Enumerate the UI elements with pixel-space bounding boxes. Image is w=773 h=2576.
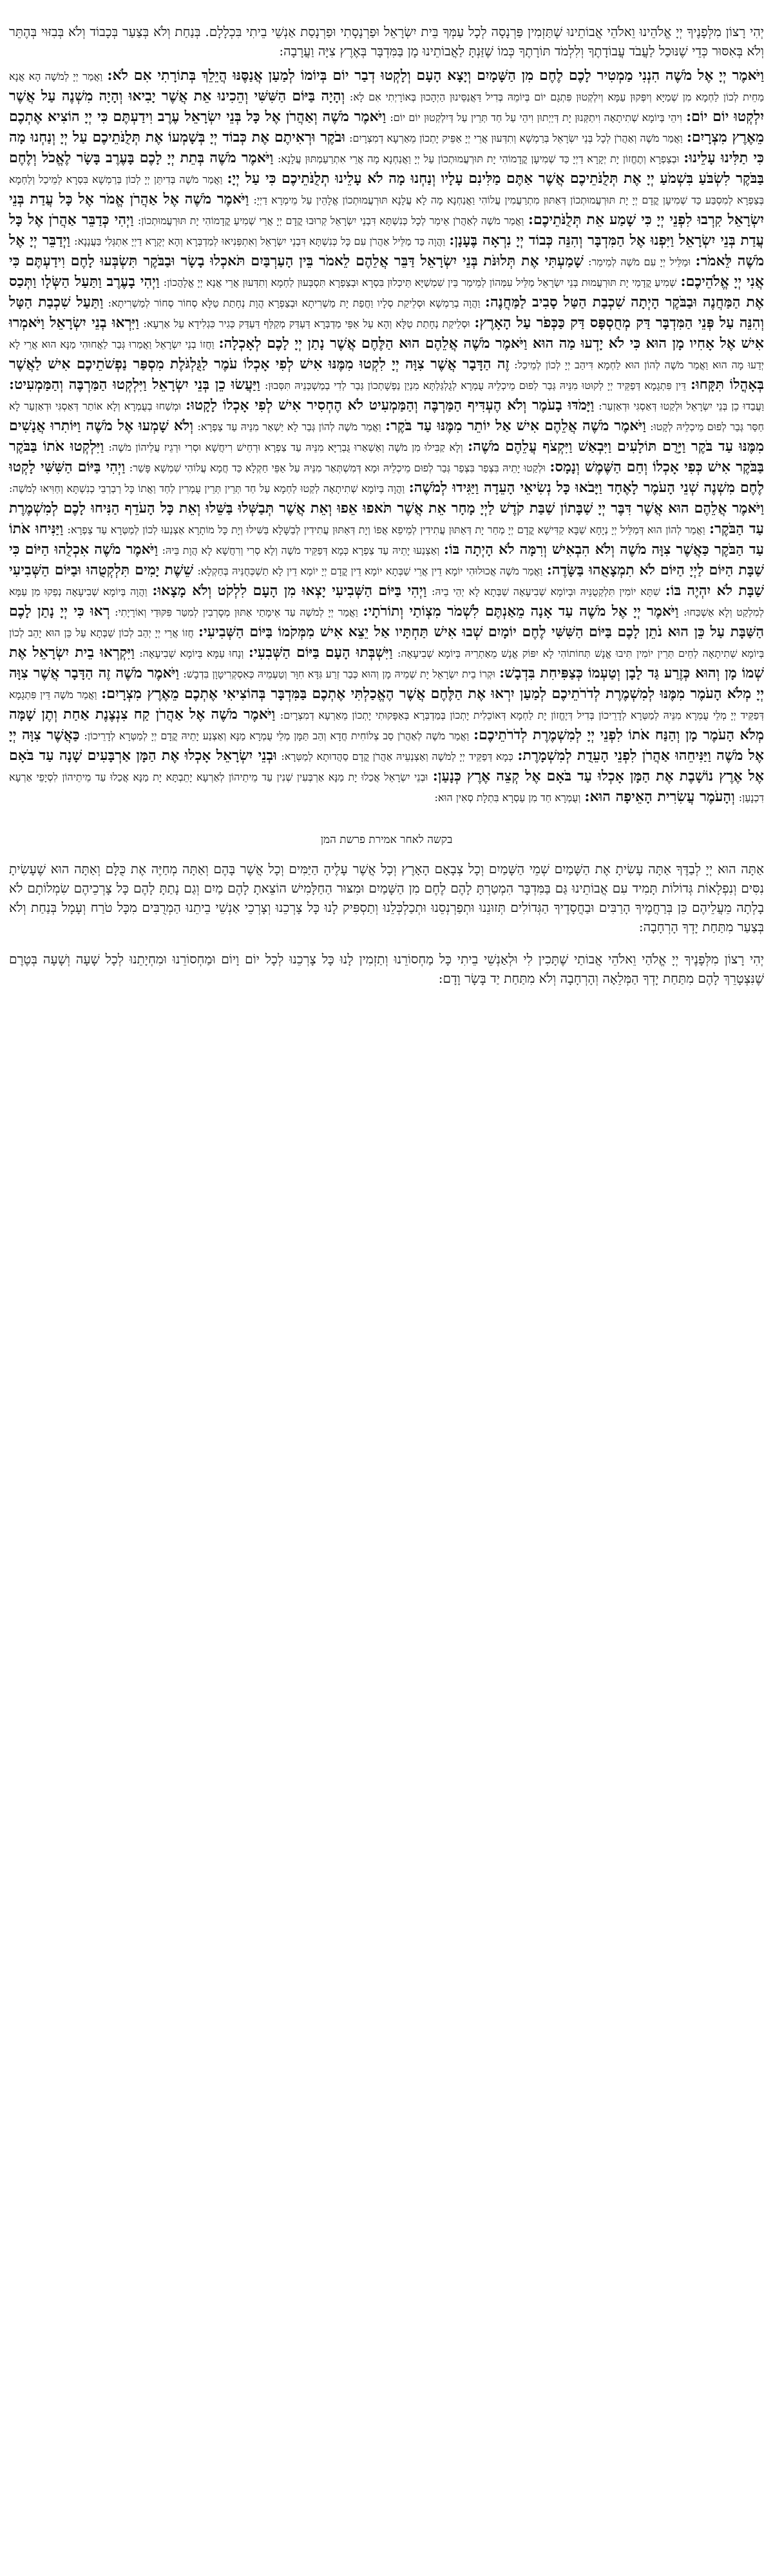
torah-verse: זֶה הַדָּבָר אֲשֶׁר צִוָּה יְיָ לִקְטוּ מִמֶּנּוּ אִישׁ לְפִי אָכְלוֹ עֹמֶר לַגֻּלְגֹּלֶת מִסְפַּר נַפְשֹׁתֵיכֶם אִישׁ לַאֲשֶׁר בְּאָהֳלוֹ תִּקָּחוּ: xyxy=(9,355,765,393)
targum-verse: חֲזוֹ אֲרֵי יְיָ יְהַב לְכוֹן שַׁבְּתָא עַל כֵּן הוּא יָהֵב לְכוֹן בְּיוֹמָא שְׁתִיתָאָה לְחֵים תְּרֵין יוֹמִין תִּיבוּ אֱנָשׁ תְּחוֹתוֹהִי לָא יִפּוֹק אֱנָשׁ מֵאַתְרֵיהּ בְּיוֹמָא שְׁבִיעָאָה: xyxy=(9,627,765,659)
torah-verse: כַּאֲשֶׁר צִוָּה יְיָ אֶל מֹשֶׁה וַיַּנִּיחֵהוּ אַהֲרֹן לִפְנֵי הָעֵדֻת לְמִשְׁמָרֶת: xyxy=(9,726,765,764)
torah-verse: וּבְנֵי יִשְׂרָאֵל אָכְלוּ אֶת הַמָּן אַרְבָּעִים שָׁנָה עַד בֹּאָם אֶל אֶרֶץ נוֹשָׁבֶת אֶת הַמָּן אָכְלוּ עַד בֹּאָם אֶל קְצֵה אֶרֶץ כְּנָעַן: xyxy=(9,747,764,784)
torah-verse: וְלֹא שָׁמְעוּ אֶל מֹשֶׁה וַיּוֹתִרוּ אֲנָשִׁים מִמֶּנּוּ עַד בֹּקֶר וַיָּרֻם תּוֹלָעִים וַיִּבְאַשׁ וַיִּקְצֹף עֲלֵהֶם מֹשֶׁה: xyxy=(9,417,764,455)
torah-verse: וַיְהִי בַּיּוֹם הַשְּׁבִיעִי יָצְאוּ מִן הָעָם לִלְקֹט וְלֹא מָצָאוּ: xyxy=(152,582,427,599)
targum-verse: וְאַצְנַעוּ יָתֵיהּ עַד צַפְרָא כְּמָא דְּפַקֵּיד מֹשֶׁה וְלָא סְרִי וְרִחֲשָׁא לָא הֲוָת בֵּיהּ: xyxy=(162,544,440,556)
torah-verse: וַיִּלְקְטוּ אֹתוֹ בַּבֹּקֶר בַּבֹּקֶר אִישׁ כְּפִי אָכְלוֹ וְחַם הַשֶּׁמֶשׁ וְנָמָס: xyxy=(9,438,764,475)
targum-verse: וַאֲמַר מֹשֶׁה וְאַהֲרֹן לְכָל בְּנֵי יִשְׂרָאֵל בְּרַמְשָׁא וְתִדְּעוּן אֲרֵי יְיָ אַפֵּיק יָתְכוֹן מֵאַרְעָא דְמִצְרָיִם: xyxy=(349,132,683,144)
targum-verse: וַהֲוָה בְרַמְשָׁא וּסְלֵיקַת סְלָיו וַחֲפַת יָת מַשְׁרִיתָא וּבְצַפְרָא הֲוָת נְחָתַת טַלָּא סְחוֹר סְחוֹר לְמַשְׁרִיתָא: xyxy=(108,297,481,309)
targum-verse: וַאֲמַר יְיָ לְמֹשֶׁה עַד אֵימָתַי אַתּוּן מְסָרְבִין לְמִטַּר פִּקּוּדַי וְאוֹרָיָתִי: xyxy=(115,606,358,618)
torah-verse: וְהָעֹמֶר עֲשִׂרִית הָאֵיפָה הוּא: xyxy=(584,788,735,805)
targum-verse: וְלָא קַבִּילוּ מִן מֹשֶׁה וְאַשְׁאַרוּ גֻּבְרַיָּא מִנֵּיהּ עַד צַפְרָא וּרְחֵישׁ רִיחֲשָׁא וּסְרִי וּרְגֵיז עֲלֵיהוֹן מֹשֶׁה: xyxy=(108,441,463,453)
targum-verse: וַאֲמַר מֹשֶׁה לְאַהֲרֹן אֵימַר לְכָל כְּנִשְׁתָּא דִּבְנֵי יִשְׂרָאֵל קְרוּבוּ קֳדָם יְיָ אֲרֵי שְׁמִיעַ קֳדָמוֹהִי יָת תּוּרְעֲמוּתְכוֹן: xyxy=(137,214,524,227)
opening-prayer: יְהִי רָצוֹן מִלְּפָנֶיךָ יְיָ אֱלֹהֵינוּ וֵאלֹהֵי אֲבוֹתֵינוּ שֶׁתַּזְמִין פַּרְנָסָה לְכָל עַמְּךָ בֵּית יִשְׂרָאֵל וּפַרְנָסָתִי וּפַרְנָסַת אַנְשֵׁי בֵיתִי בִּכְלָלָם. בְּנַחַת וְלֹא בְּצַעַר בְּכָבוֹד וְלֹא בְּבִזּוּי בְּהֶתֵּר וְלֹא בְּאִסּוּר כְּדֵי שֶׁנּוּכַל לַעֲבֹד עֲבוֹדָתֶךָ וְלִלְמֹד תּוֹרָתֶךָ כְּמוֹ שֶׁזַּנְתָּ לַאֲבוֹתֵינוּ מָן בַּמִּדְבָּר בְּאֶרֶץ צִיָּה וַעֲרָבָה: xyxy=(9,24,764,59)
targum-verse: וּסְלֵיקַת נְחָתַת טַלָּא וְהָא עַל אַפֵּי מַדְבְּרָא דַּעְדַּק מְקַלַּף דַּעְדַּק כְּגִיר כִּגְלִידָא עַל אַרְעָא: xyxy=(143,317,470,330)
targum-verse: וּמְשַׁחוּ בְעֻמְרָא וְלָא אוֹתַר דְּאַסְגִּי וּדְאַזְעַר לָא חַסַּר גְּבַר לְפוּם מֵיכְלֵיהּ לְקָטוּ: xyxy=(9,400,764,433)
targum-verse: שִׁתָּא יוֹמִין תִּלְקְטֻנֵּיהּ וּבְיוֹמָא שְׁבִיעָאָה שַׁבְּתָא לָא יְהֵי בֵיהּ: xyxy=(432,585,660,598)
torah-verse: וַיֹּאמֶר מֹשֶׁה וְאַהֲרֹן אֶל כָּל בְּנֵי יִשְׂרָאֵל עֶרֶב וִידַעְתֶּם כִּי יְיָ הוֹצִיא אֶתְכֶם מֵאֶרֶץ מִצְרָיִם: xyxy=(9,108,764,146)
targum-verse: וַאֲמַר מֹשֶׁה לְאַהֲרֹן סַב צְלוֹחִית חֲדָא וְהַב תַּמָּן מְלֵי עֻמְרָא מַנָּא וְאַצְנַע יָתֵיהּ קֳדָם יְיָ לְמַטְּרָא לְדָרֵיכוֹן: xyxy=(84,730,470,742)
torah-verse: וַיֹּאמֶר יְיָ אֶל מֹשֶׁה עַד אָנָה מֵאַנְתֶּם לִשְׁמֹר מִצְוֹתַי וְתוֹרֹתָי: xyxy=(363,603,679,620)
torah-verse: וַיֹּאמֶר מֹשֶׁה זֶה הַדָּבָר אֲשֶׁר צִוָּה יְיָ מְלֹא הָעֹמֶר מִמֶּנּוּ לְמִשְׁמֶרֶת לְדֹרֹתֵיכֶם לְמַעַן יִרְאוּ אֶת הַלֶּחֶם אֲשֶׁר הֶאֱכַלְתִּי אֶתְכֶם בַּמִּדְבָּר בְּהוֹצִיאִי אֶתְכֶם מֵאֶרֶץ מִצְרָיִם: xyxy=(9,665,764,702)
torah-verse: שֵׁשֶׁת יָמִים תִּלְקְטֻהוּ וּבַיּוֹם הַשְּׁבִיעִי שַׁבָּת לֹא יִהְיֶה בּוֹ: xyxy=(9,562,765,599)
targum-verse: כְּמָא דְּפַקֵּיד יְיָ לְמֹשֶׁה וְאַצְנְעֵיהּ אַהֲרֹן קֳדָם סַהֲדוּתָא לְמַטְּרָא: xyxy=(281,750,513,762)
targum-verse: וַאֲמַר לְהוֹן הוּא דְּמַלֵּיל יְיָ נְיָחָא שַׁבָּא קַדִּישָׁא קֳדָם יְיָ מְחַר יָת דְּאַתּוּן עֲתִידִין לְמֵיפֵא אֲפוֹ וְיָת דְּאַתּוּן עֲתִידִין לְבַשָּׁלָא בַּשִּׁילוּ וְיָת כָּל מוֹתָרָא אַצְנַעוּ לְכוֹן לְמַטְּרָא עַד צַפְרָא: xyxy=(67,524,705,536)
parashat-haman-text xyxy=(9,66,764,808)
targum-verse: וִיהֵי בְּיוֹמָא שְׁתִיתָאָה וִיתַקְּנוּן יָת דְּיַיְתוּן וִיהֵי עַל חַד תְּרֵין עַל דְּיִלְקְטוּן יוֹם יוֹם: xyxy=(390,111,682,124)
targum-verse: וַחֲזוֹ בְנֵי יִשְׂרָאֵל וַאֲמַרוּ גְּבַר לַאֲחוּהִי מַנָּא הוּא אֲרֵי לָא יְדַעוּ מָה הוּא וַאֲמַר מֹשֶׁה לְהוֹן הוּא לַחְמָא דִּיהַב יְיָ לְכוֹן לְמֵיכַל: xyxy=(9,338,764,371)
targum-verse: וַהֲוָה כַּד מַלֵּיל אַהֲרֹן עִם כָּל כְּנִשְׁתָּא דִּבְנֵי יִשְׂרָאֵל וְאִתְפְּנִיאוּ לְמַדְבְּרָא וְהָא יְקָרָא דַיְיָ אִתְגְּלִי בַּעֲנָנָא: xyxy=(74,235,446,247)
torah-verse: וַיְדַבֵּר יְיָ אֶל מֹשֶׁה לֵּאמֹר: xyxy=(9,232,764,269)
targum-verse: וַאֲמַר מֹשֶׁה אֲכוּלוּהִי יוֹמָא דֵין אֲרֵי שַׁבְּתָא יוֹמָא דֵין קֳדָם יְיָ יוֹמָא דֵין לָא תַשְׁכְּחֻנֵּיהּ בְּחַקְלָא: xyxy=(197,565,543,577)
torah-verse: רְאוּ כִּי יְיָ נָתַן לָכֶם הַשַּׁבָּת עַל כֵּן הוּא נֹתֵן לָכֶם בַּיּוֹם הַשִּׁשִּׁי לֶחֶם יוֹמָיִם שְׁבוּ אִישׁ תַּחְתָּיו אַל יֵצֵא אִישׁ מִמְּקֹמוֹ בַּיּוֹם הַשְּׁבִיעִי: xyxy=(9,603,765,640)
torah-verse: וְהָיָה בַּיּוֹם הַשִּׁשִּׁי וְהֵכִינוּ אֵת אֲשֶׁר יָבִיאוּ וְהָיָה מִשְׁנֶה עַל אֲשֶׁר יִלְקְטוּ יוֹם יוֹם: xyxy=(9,88,765,125)
closing-prayer-2: יְהִי רָצוֹן מִלְּפָנֶיךָ יְיָ אֱלֹהַי וֵאלֹהֵי אֲבוֹתַי שֶׁתָּכִין לִי וּלְאַנְשֵׁי בֵיתִי כָּל מַחְסוֹרֵנוּ וְתַזְמִין לָנוּ כָּל צָרְכֵנוּ לְכָל יוֹם וָיוֹם וּמַחְסוֹרֵנוּ וּמִחְיָתֵנוּ לְכָל שָׁעָה וְשָׁעָה בְּטֶרֶם שֶׁנִּצְטָרֵךְ לָהֶם מִתַּחַת יָדְךָ הַמְּלֵאָה וְהָרְחָבָה וְלֹא מִתַּחַת יַד בָּשָׂר וָדָם: xyxy=(9,951,764,986)
torah-verse: שָׁמַעְתִּי אֶת תְּלוּנֹּת בְּנֵי יִשְׂרָאֵל דַּבֵּר אֲלֵהֶם לֵאמֹר בֵּין הָעַרְבַּיִם תֹּאכְלוּ בָשָׂר וּבַבֹּקֶר תִּשְׂבְּעוּ לָחֶם וִידַעְתֶּם כִּי אֲנִי יְיָ אֱלֹהֵיכֶם: xyxy=(9,252,765,290)
torah-verse: וַיֹּאמֶר מֹשֶׁה אֶל אַהֲרֹן קַח צִנְצֶנֶת אַחַת וְתֶן שָׁמָּה מְלֹא הָעֹמֶר מָן וְהַנַּח אֹתוֹ לִפְנֵי יְיָ לְמִשְׁמֶרֶת לְדֹרֹתֵיכֶם: xyxy=(9,706,764,743)
torah-verse: וַיַּעֲשׂוּ כֵן בְּנֵי יִשְׂרָאֵל וַיִּלְקְטוּ הַמַּרְבֶּה וְהַמַּמְעִיט: xyxy=(9,376,260,393)
torah-verse: וַיֹּאמֶר מֹשֶׁה אֶל אַהֲרֹן אֱמֹר אֶל כָּל עֲדַת בְּנֵי יִשְׂרָאֵל קִרְבוּ לִפְנֵי יְיָ כִּי שָׁמַע אֵת תְּלֻנֹּתֵיכֶם: xyxy=(9,191,765,228)
torah-verse: וַיְהִי בָעֶרֶב וַתַּעַל הַשְּׂלָו וַתְּכַס אֶת הַמַּחֲנֶה וּבַבֹּקֶר הָיְתָה שִׁכְבַת הַטַּל סָבִיב לַמַּחֲנֶה: xyxy=(9,273,765,310)
targum-verse: וַהֲוָה בְּיוֹמָא שְׁבִיעָאָה נְפַקוּ מִן עַמָּא לְמִלְקַט וְלָא אַשְׁכַּחוּ: xyxy=(9,585,764,618)
targum-verse: וּבְנֵי יִשְׂרָאֵל אֲכַלוּ יָת מַנָּא אַרְבְּעִין שְׁנִין עַד מֵיתֵיהוֹן לְאַרְעָא יָתֵבְתָּא יָת מַנָּא אֲכַלוּ עַד מֵיתֵיהוֹן לִסְיָפֵי אַרְעָא דִכְנָעַן: xyxy=(9,771,764,804)
torah-verse: וַיְהִי בַּיּוֹם הַשִּׁשִּׁי לָקְטוּ לֶחֶם מִשְׁנֶה שְׁנֵי הָעֹמֶר לָאֶחָד וַיָּבֹאוּ כָּל נְשִׂיאֵי הָעֵדָה וַיַּגִּידוּ לְמֹשֶׁה: xyxy=(9,459,764,496)
torah-verse: וַיִּשְׁבְּתוּ הָעָם בַּיּוֹם הַשְּׁבִעִי: xyxy=(248,644,393,661)
targum-verse: וּלְקַטוּ יָתֵיהּ בִּצְפַר בִּצְפַר גְּבַר לְפוּם מֵיכְלֵיהּ וּמָא דְּמִשְׁתְּאַר מִנֵּיהּ עַל אַפֵּי חַקְלָא כַּד חֲמָא עֲלוֹהִי שִׁמְשָׁא פָּשַׁר: xyxy=(129,462,546,474)
targum-verse: וַאֲמַר מֹשֶׁה לְהוֹן גְּבַר לָא יַשְׁאַר מִנֵּיהּ עַד צַפְרָא: xyxy=(197,421,381,433)
torah-verse: וַיִּרְאוּ בְנֵי יִשְׂרָאֵל וַיֹּאמְרוּ אִישׁ אֶל אָחִיו מָן הוּא כִּי לֹא יָדְעוּ מַה הוּא וַיֹּאמֶר מֹשֶׁה אֲלֵהֶם הוּא הַלֶּחֶם אֲשֶׁר נָתַן יְיָ לָכֶם לְאָכְלָה: xyxy=(9,314,764,352)
torah-verse: וַיֹּאמֶר מֹשֶׁה אִכְלֻהוּ הַיּוֹם כִּי שַׁבָּת הַיּוֹם לַיְיָ הַיּוֹם לֹא תִמְצָאֻהוּ בַּשָּׂדֶה: xyxy=(9,541,764,578)
torah-verse: וַיִּקְרְאוּ בֵית יִשְׂרָאֵל אֶת שְׁמוֹ מָן וְהוּא כְּזֶרַע גַּד לָבָן וְטַעְמוֹ כְּצַפִּיחִת בִּדְבָשׁ: xyxy=(9,644,764,681)
torah-verse: וַיֹּאמֶר יְיָ אֶל מֹשֶׁה הִנְנִי מַמְטִיר לָכֶם לֶחֶם מִן הַשָּׁמָיִם וְיָצָא הָעָם וְלָקְטוּ דְבַר יוֹם בְּיוֹמוֹ לְמַעַן אֲנַסֶּנּוּ הֲיֵלֵךְ בְּתוֹרָתִי אִם לֹא: xyxy=(107,67,765,84)
targum-verse: וַאֲמַר יְיָ לְמֹשֶׁה הָא אֲנָא מַחֵית לְכוֹן לַחְמָא מִן שְׁמַיָּא וְיִפְּקוּן עַמָּא וְיִלְקְטוּן פִּתְגָם יוֹם בְּיוֹמֵהּ בְּדִיל דַּאֲנַסֵּינוּן הַיְהָכוּן בְּאוֹרָיְתִי אִם לָא: xyxy=(9,70,764,103)
targum-verse: וּקְרוֹ בֵית יִשְׂרָאֵל יָת שְׁמֵיהּ מָן וְהוּא כְּבַר זְרַע גִּדָּא חִוָּר וְטַעְמֵיהּ כְּאִסְקְרִיטָוָן בִּדְבָשׁ: xyxy=(183,668,495,680)
section-heading: בקשה לאחר אמירת פרשת המן xyxy=(320,833,453,846)
closing-prayer-1: אַתָּה הוּא יְיָ לְבַדֶּךָ אַתָּה עָשִׂיתָ אֶת הַשָּׁמַיִם שְׁמֵי הַשָּׁמַיִם וְכָל צְבָאָם הָאָרֶץ וְכָל אֲשֶׁר עָלֶיהָ הַיַּמִּים וְכָל אֲשֶׁר בָּהֶם וְאַתָּה מְחַיֶּה אֶת כֻּלָּם וְאַתָּה הוּא שֶׁעָשִׂיתָ נִסִּים וְנִפְלָאוֹת גְּדוֹלוֹת תָּמִיד עִם אֲבוֹתֵינוּ גַּם בַּמִּדְבָּר הִמְטַרְתָּ לָהֶם לֶחֶם מִן הַשָּׁמַיִם וּמִצּוּר הַחַלָּמִישׁ הוֹצֵאתָ לָהֶם מַיִם וְגַם נָתַתָּ לָהֶם כָּל צָרְכֵיהֶם שִׂמְלוֹתָם לֹא בָלְתָה מֵעֲלֵיהֶם כֵּן בְּרַחֲמֶיךָ הָרַבִּים וּבַחֲסָדֶיךָ הַגְּדוֹלִים תְּזוּנֵנוּ וּתְפַרְנְסֵנוּ וּתְכַלְכְּלֵנוּ וְתַסְפִּיק לָנוּ כָּל צָרְכֵנוּ וְצָרְכֵי אַנְשֵׁי בֵיתֵנוּ הַמְרֻבִּים מִכָּל טֹרַח וְעָמָל בְּנַחַת וְלֹא בְּצַעַר מִתַּחַת יָדְךָ הָרְחָבָה: xyxy=(9,861,764,934)
torah-verse: וַיֹּאמֶר מֹשֶׁה אֲלֵהֶם אִישׁ אַל יוֹתֵר מִמֶּנּוּ עַד בֹּקֶר: xyxy=(385,417,646,434)
torah-verse: וַיַּנִּיחוּ אֹתוֹ עַד הַבֹּקֶר כַּאֲשֶׁר צִוָּה מֹשֶׁה וְלֹא הִבְאִישׁ וְרִמָּה לֹא הָיְתָה בּוֹ: xyxy=(9,520,764,558)
targum-verse: דֵּין פִּתְגָמָא דְּפַקֵּיד יְיָ לְקוּטוּ מִנֵּיהּ גְּבַר לְפוּם מֵיכְלֵיהּ עֻמְרָא לְגֻלְגַּלְתָּא מִנְיַן נַפְשָׁתְכוֹן גְּבַר לְדִי בְמַשְׁכְּנֵיהּ תִּסְּבוּן: xyxy=(264,379,686,392)
torah-verse: וַיֹּאמֶר אֲלֵהֶם הוּא אֲשֶׁר דִּבֶּר יְיָ שַׁבָּתוֹן שַׁבַּת קֹדֶשׁ לַיְיָ מָחָר אֵת אֲשֶׁר תֹּאפוּ אֵפוּ וְאֵת אֲשֶׁר תְּבַשְּׁלוּ בַּשֵּׁלוּ וְאֵת כָּל הָעֹדֵף הַנִּיחוּ לָכֶם לְמִשְׁמֶרֶת עַד הַבֹּקֶר: xyxy=(9,500,764,537)
targum-verse: וְנָחוּ עַמָּא בְּיוֹמָא שְׁבִיעָאָה: xyxy=(139,647,244,659)
torah-verse: וּבֹקֶר וּרְאִיתֶם אֶת כְּבוֹד יְיָ בְּשָׁמְעוֹ אֶת תְּלֻנֹּתֵיכֶם עַל יְיָ וְנַחְנוּ מָה כִּי תַלִּינוּ עָלֵינוּ: xyxy=(9,129,765,166)
targum-verse: וַעֲבַדוּ כֵן בְּנֵי יִשְׂרָאֵל וּלְקַטוּ דְּאַסְגִּי וּדְאַזְעַר: xyxy=(598,400,764,412)
targum-verse: שְׁמִיעַ קֳדָמַי יָת תּוּרְעֲמוּת בְּנֵי יִשְׂרָאֵל מַלֵּיל עִמְּהוֹן לְמֵימַר בֵּין שִׁמְשַׁיָּא תֵּיכְלוּן בִּסְרָא וּבְצַפְרָא תִּסְבְּעוּן לַחְמָא וְתִדְּעוּן אֲרֵי אֲנָא יְיָ אֱלָהֲכוֹן: xyxy=(163,276,677,289)
torah-verse: וַיָּמֹדּוּ בָעֹמֶר וְלֹא הֶעְדִּיף הַמַּרְבֶּה וְהַמַּמְעִיט לֹא הֶחְסִיר אִישׁ לְפִי אָכְלוֹ לָקָטוּ: xyxy=(186,397,595,413)
targum-verse: וַהֲוָה בְּיוֹמָא שְׁתִיתָאָה לְקַטוּ לַחְמָא עַל חַד תְּרֵין תְּרֵין עֻמְרִין לְחַד וַאֲתוֹ כָּל רַבְרְבֵי כְנִשְׁתָּא וְחַוִּיאוּ לְמֹשֶׁה: xyxy=(9,482,405,495)
targum-verse: וַאֲמַר מֹשֶׁה דֵּין פִּתְגָמָא דְּפַקֵּיד יְיָ מְלֵי עֻמְרָא מִנֵּיהּ לְמַטְּרָא לְדָרֵיכוֹן בְּדִיל דְּיֶחֱזוֹן יָת לַחְמָא דְּאוֹכֵלִית יָתְכוֹן בְּמַדְבְּרָא בְּאַפָּקוּתִי יָתְכוֹן מֵאַרְעָא דְמִצְרָיִם: xyxy=(9,688,764,721)
torah-verse: וַיֹּאמֶר מֹשֶׁה בְּתֵת יְיָ לָכֶם בָּעֶרֶב בָּשָׂר לֶאֱכֹל וְלֶחֶם בַּבֹּקֶר לִשְׂבֹּעַ בִּשְׁמֹעַ יְיָ אֶת תְּלֻנֹּתֵיכֶם אֲשֶׁר אַתֶּם מַלִּינִם עָלָיו וְנַחְנוּ מָה לֹא עָלֵינוּ תְלֻנֹּתֵיכֶם כִּי עַל יְיָ: xyxy=(9,149,764,187)
targum-verse: וּבְצַפְרָא וְתֶחֱזוֹן יָת יְקָרָא דַיְיָ כַּד שְׁמִיעָן קֳדָמוֹהִי יָת תּוּרְעֲמוּתְכוֹן עַל יְיָ וַאֲנַחְנָא מָה אֲרֵי אִתְרַעַמְתּוּן עֲלָנָא: xyxy=(278,153,680,165)
torah-verse: וַיְהִי כְּדַבֵּר אַהֲרֹן אֶל כָּל עֲדַת בְּנֵי יִשְׂרָאֵל וַיִּפְנוּ אֶל הַמִּדְבָּר וְהִנֵּה כְּבוֹד יְיָ נִרְאָה בֶּעָנָן: xyxy=(9,211,764,249)
torah-verse: וַתַּעַל שִׁכְבַת הַטָּל וְהִנֵּה עַל פְּנֵי הַמִּדְבָּר דַּק מְחֻסְפָּס דַּק כַּכְּפֹר עַל הָאָרֶץ: xyxy=(9,294,765,331)
targum-verse: וּמַלֵּיל יְיָ עִם מֹשֶׁה לְמֵימַר: xyxy=(588,256,691,268)
targum-verse: וְעֻמְרָא חַד מִן עַסְרָא בִּתְלָת סְאִין הוּא: xyxy=(434,791,581,804)
targum-verse: וַאֲמַר מֹשֶׁה בְּדִיתֵּן יְיָ לְכוֹן בְּרַמְשָׁא בִּסְרָא לְמֵיכַל וְלַחְמָא בְּצַפְרָא לְמִסְבַּע כַּד שְׁמִיעָן קֳדָם יְיָ יָת תּוּרְעֲמוּתְכוֹן דְּאַתּוּן מִתְרַעֲמִין עֲלוֹהִי וַאֲנַחְנָא מָה לָא עֲלָנָא תּוּרְעֲמוּתְכוֹן אֱלָהֵין עַל מֵימְרָא דַיְיָ: xyxy=(9,173,765,206)
